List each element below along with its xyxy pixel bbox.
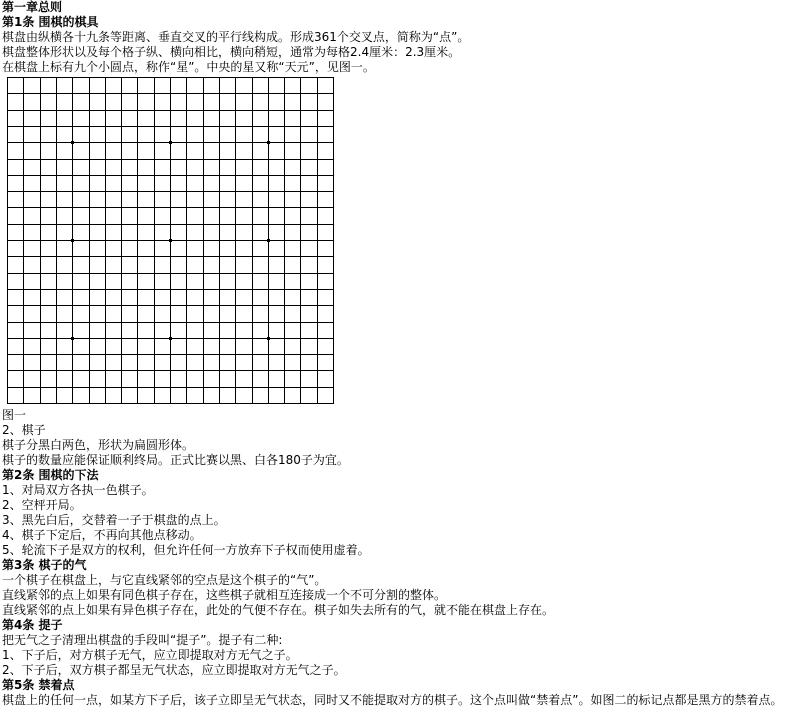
figure-1-caption: 图一	[2, 408, 27, 422]
section-4-title: 第4条 提子	[2, 618, 63, 632]
star-point	[267, 239, 270, 242]
section-5-paragraph: 棋盘上的任何一点，如某方下子后，该子立即呈无气状态，同时又不能提取对方的棋子。这个点叫做“禁着点”。如图二的标记点都是黑方的禁着点。	[2, 693, 783, 707]
section-2-item: 5、轮流下子是双方的权利，但允许任何一方放弃下子权而使用虚着。	[2, 543, 370, 557]
section-2-item: 4、棋子下定后，不再向其他点移动。	[2, 528, 202, 542]
section-5-title: 第5条 禁着点	[2, 678, 75, 692]
section-3-title: 第3条 棋子的气	[2, 558, 87, 572]
star-point	[169, 239, 172, 242]
section-3-paragraph: 直线紧邻的点上如果有同色棋子存在，这些棋子就相互连接成一个不可分割的整体。	[2, 588, 447, 602]
section-2-title: 第2条 围棋的下法	[2, 468, 99, 482]
star-point	[267, 337, 270, 340]
figure-1-board	[7, 77, 334, 404]
star-point	[169, 337, 172, 340]
section-1-title: 第1条 围棋的棋具	[2, 15, 99, 29]
section-1-paragraph: 棋子分黑白两色，形状为扁圆形体。	[2, 438, 195, 452]
star-point	[267, 141, 270, 144]
section-3-paragraph: 直线紧邻的点上如果有异色棋子存在，此处的气便不存在。棋子如失去所有的气，就不能在棋盘上存在。	[2, 603, 555, 617]
section-1-paragraph: 棋子的数量应能保证顺利终局。正式比赛以黑、白各180子为宜。	[2, 453, 349, 467]
star-point	[71, 239, 74, 242]
section-1-paragraph: 棋盘整体形状以及每个格子纵、横向相比，横向稍短，通常为每格2.4厘米：2.3厘米。	[2, 45, 461, 59]
section-4-item: 1、下子后，对方棋子无气，应立即提取对方无气之子。	[2, 648, 298, 662]
star-point	[71, 141, 74, 144]
chapter-title: 第一章总则	[2, 0, 63, 14]
star-point	[169, 141, 172, 144]
section-1-paragraph: 棋盘由纵横各十九条等距离、垂直交叉的平行线构成。形成361个交叉点，简称为“点”。	[2, 30, 470, 44]
section-4-item: 2、下子后，双方棋子都呈无气状态，应立即提取对方无气之子。	[2, 663, 346, 677]
section-4-paragraph: 把无气之子清理出棋盘的手段叫“提子”。提子有二种:	[2, 633, 283, 647]
go-board-diagram	[7, 77, 334, 404]
section-1-paragraph: 在棋盘上标有九个小圆点，称作“星”。中央的星又称“天元”，见图一。	[2, 60, 375, 74]
section-3-paragraph: 一个棋子在棋盘上，与它直线紧邻的空点是这个棋子的“气”。	[2, 573, 327, 587]
star-point	[71, 337, 74, 340]
section-2-item: 1、对局双方各执一色棋子。	[2, 483, 154, 497]
section-1-subheading: 2、棋子	[2, 423, 46, 437]
section-2-item: 3、黑先白后，交替着一子于棋盘的点上。	[2, 513, 226, 527]
section-2-item: 2、空枰开局。	[2, 498, 82, 512]
